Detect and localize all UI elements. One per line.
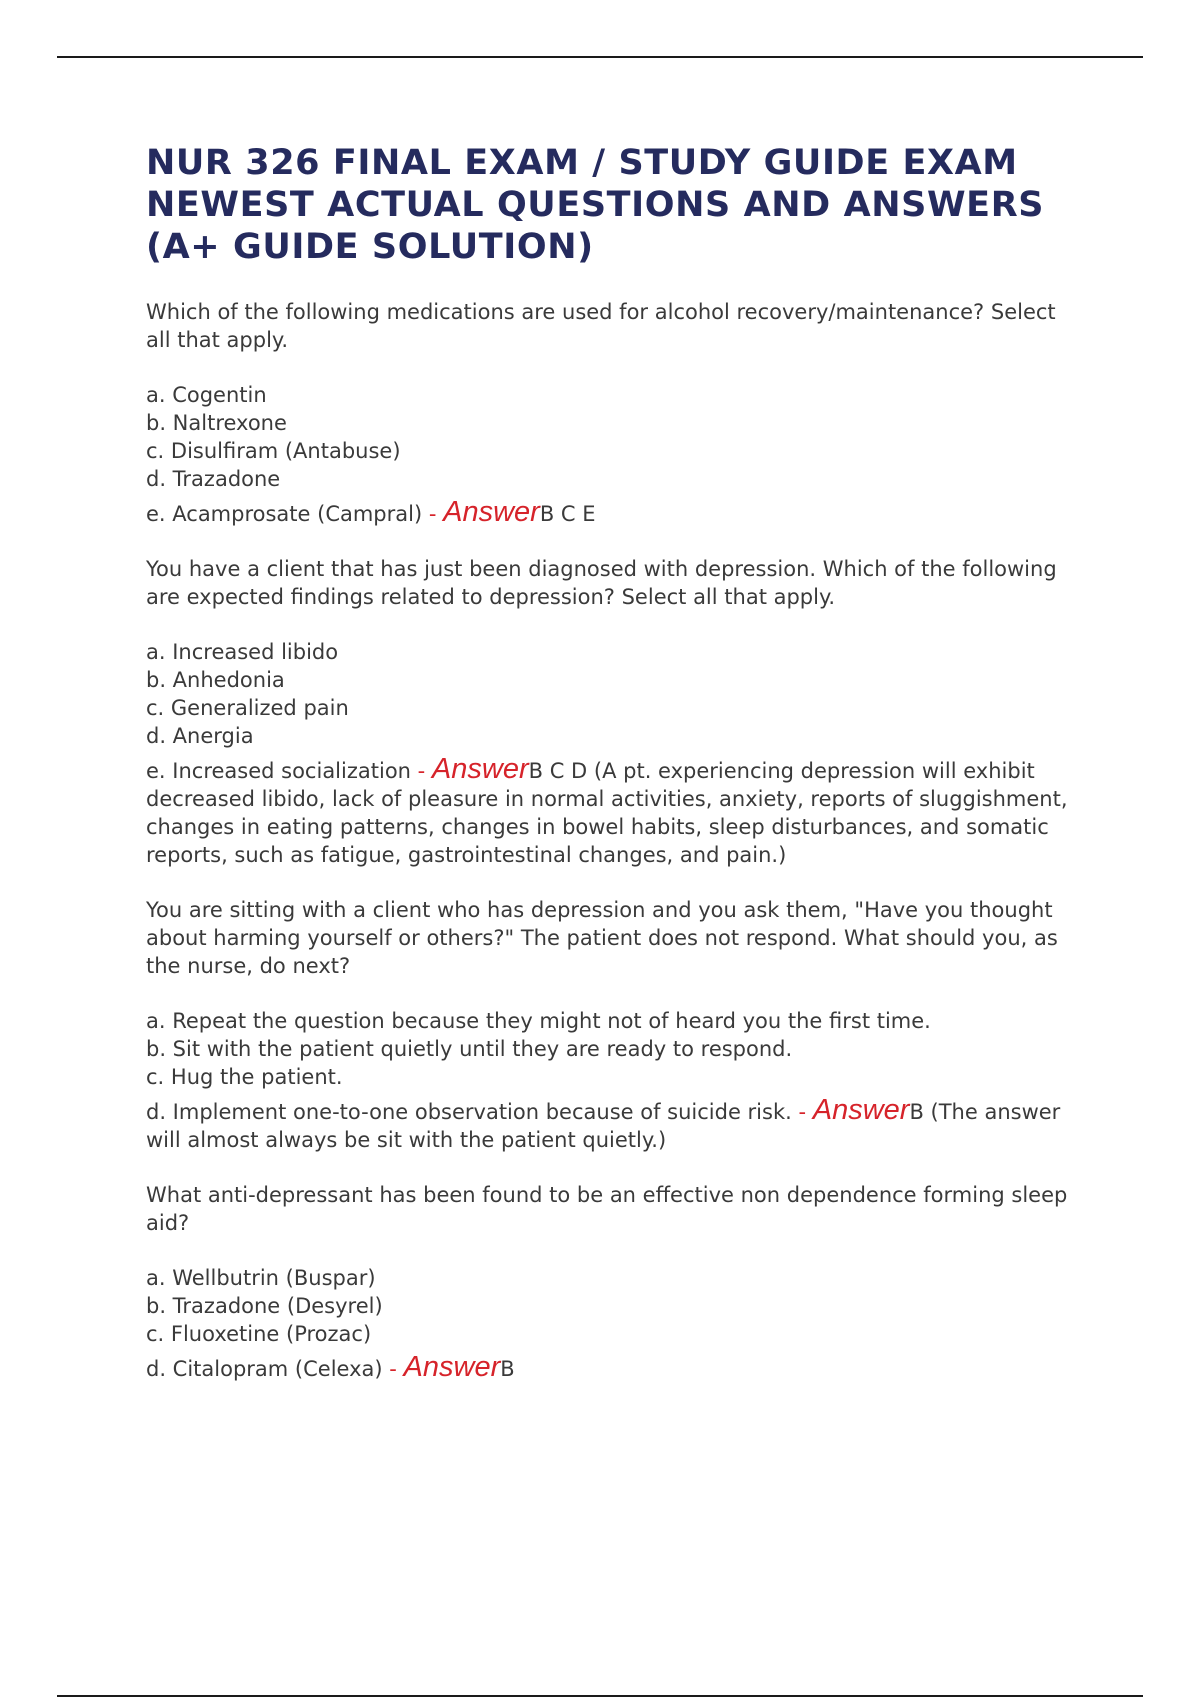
option-text: e. Increased socialization <box>146 759 418 783</box>
option-list <box>146 381 1086 528</box>
option-item: b. Naltrexone <box>146 411 287 435</box>
option-text: e. Acamprosate (Campral) <box>146 502 429 526</box>
option-item: c. Generalized pain <box>146 696 349 720</box>
answer-label: Answer <box>812 1094 910 1126</box>
option-item-with-answer <box>146 755 1086 869</box>
option-list <box>146 1264 1086 1383</box>
option-item: d. Anergia <box>146 724 254 748</box>
question-block <box>146 1181 1086 1383</box>
question-text: You have a client that has just been diagnosed with depression. Which of the following are expected findings related to depression? Select all that apply. <box>146 557 1057 609</box>
document-title: NUR 326 FINAL EXAM / STUDY GUIDE EXAM NEWEST ACTUAL QUESTIONS AND ANSWERS (A+ GUIDE SOLUTION) <box>146 143 1045 267</box>
answer-dash: - <box>417 759 432 783</box>
answer-label: Answer <box>443 496 540 528</box>
option-item: b. Anhedonia <box>146 668 285 692</box>
question-text: You are sitting with a client who has depression and you ask them, "Have you thought about harming yourself or others?" The patient does not respond. What should you, as the nurse, do next? <box>146 898 1058 978</box>
option-item: b. Trazadone (Desyrel) <box>146 1294 383 1318</box>
option-list <box>146 638 1086 869</box>
option-text: d. Citalopram (Celexa) <box>146 1357 390 1381</box>
option-item: a. Repeat the question because they might not of heard you the first time. <box>146 1009 931 1033</box>
option-item: c. Fluoxetine (Prozac) <box>146 1322 372 1346</box>
answer-text: B C D (A pt. experiencing depression will exhibit decreased libido, lack of pleasure in normal activities, anxiety, reports of sluggishment, changes in eating patterns, changes in bowel habits, sleep disturbances, and somatic reports, such as fatigue, gastrointestinal changes, and pain.) <box>146 759 1068 867</box>
option-item: a. Increased libido <box>146 640 339 664</box>
question-block <box>146 555 1086 869</box>
option-item-with-answer <box>146 1353 1086 1383</box>
answer-dash: - <box>798 1100 813 1124</box>
option-item: a. Wellbutrin (Buspar) <box>146 1266 376 1290</box>
answer-text: B <box>500 1357 515 1381</box>
answer-text: B C E <box>539 502 596 526</box>
option-item: a. Cogentin <box>146 383 267 407</box>
top-rule <box>57 56 1143 58</box>
option-list <box>146 1007 1086 1154</box>
answer-dash: - <box>428 502 444 526</box>
option-item-with-answer <box>146 1096 1086 1154</box>
option-item-with-answer <box>146 498 1086 528</box>
option-item: b. Sit with the patient quietly until they are ready to respond. <box>146 1037 793 1061</box>
option-item: c. Hug the patient. <box>146 1065 343 1089</box>
answer-label: Answer <box>431 753 529 785</box>
question-block <box>146 298 1086 528</box>
document-body <box>146 142 1086 1410</box>
bottom-rule <box>57 1695 1143 1697</box>
answer-dash: - <box>389 1357 404 1381</box>
question-text: What anti-depressant has been found to be an effective non dependence forming sleep aid? <box>146 1183 1068 1235</box>
question-block <box>146 896 1086 1154</box>
answer-label: Answer <box>403 1351 501 1383</box>
option-item: d. Trazadone <box>146 467 281 491</box>
question-text: Which of the following medications are used for alcohol recovery/maintenance? Select all that apply. <box>146 300 1056 352</box>
answer-text: B (The answer will almost always be sit with the patient quietly.) <box>146 1100 1061 1152</box>
option-text: d. Implement one-to-one observation because of suicide risk. <box>146 1100 799 1124</box>
option-item: c. Disulfiram (Antabuse) <box>146 439 401 463</box>
